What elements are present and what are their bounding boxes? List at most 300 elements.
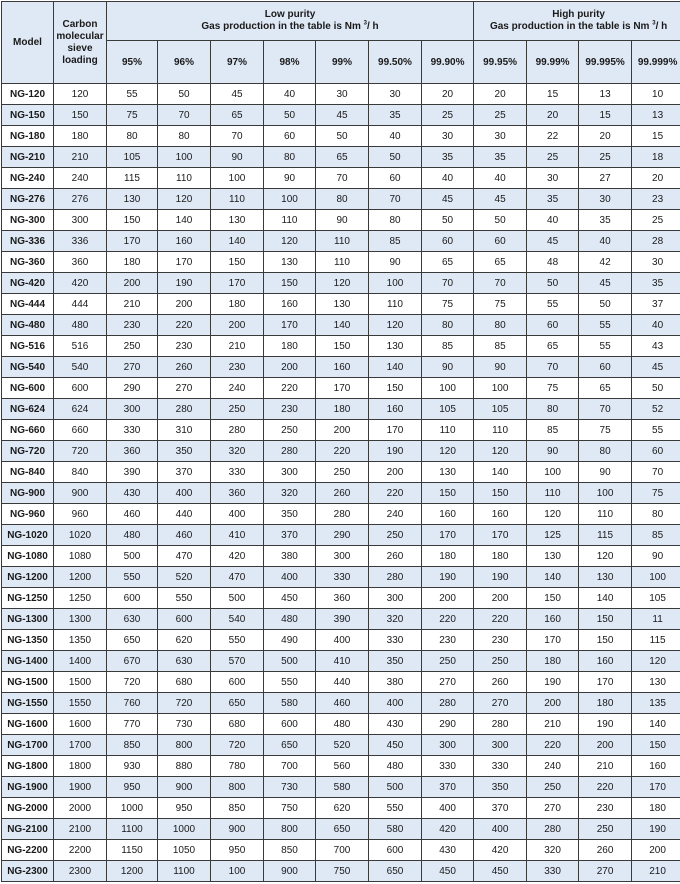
production-cell: 50 <box>579 294 632 315</box>
production-cell: 280 <box>369 567 422 588</box>
production-cell: 150 <box>264 273 316 294</box>
production-cell: 105 <box>632 588 680 609</box>
loading-cell: 1550 <box>54 693 107 714</box>
production-cell: 150 <box>369 378 422 399</box>
production-cell: 150 <box>211 252 264 273</box>
production-cell: 150 <box>474 483 527 504</box>
production-cell: 220 <box>579 777 632 798</box>
production-cell: 20 <box>422 84 474 105</box>
production-cell: 280 <box>422 693 474 714</box>
production-cell: 20 <box>632 168 680 189</box>
production-cell: 28 <box>632 231 680 252</box>
production-cell: 110 <box>211 189 264 210</box>
table-row <box>2 651 680 672</box>
production-cell: 180 <box>264 336 316 357</box>
production-cell: 850 <box>264 840 316 861</box>
production-cell: 30 <box>527 168 579 189</box>
loading-cell: 2200 <box>54 840 107 861</box>
production-cell: 500 <box>369 777 422 798</box>
production-cell: 75 <box>527 378 579 399</box>
production-cell: 180 <box>632 798 680 819</box>
production-cell: 180 <box>316 399 369 420</box>
production-cell: 70 <box>158 105 211 126</box>
production-cell: 70 <box>579 399 632 420</box>
production-cell: 330 <box>211 462 264 483</box>
production-cell: 300 <box>369 588 422 609</box>
production-cell: 400 <box>158 483 211 504</box>
production-cell: 850 <box>211 798 264 819</box>
production-cell: 1000 <box>158 819 211 840</box>
production-cell: 160 <box>579 651 632 672</box>
production-cell: 30 <box>474 126 527 147</box>
production-cell: 22 <box>527 126 579 147</box>
production-cell: 800 <box>211 777 264 798</box>
production-cell: 1100 <box>158 861 211 882</box>
production-cell: 160 <box>527 609 579 630</box>
model-cell: NG-840 <box>2 462 54 483</box>
production-cell: 190 <box>527 672 579 693</box>
production-cell: 320 <box>369 609 422 630</box>
table-row <box>2 315 680 336</box>
production-cell: 120 <box>474 441 527 462</box>
production-cell: 190 <box>474 567 527 588</box>
loading-cell: 1900 <box>54 777 107 798</box>
production-cell: 330 <box>316 567 369 588</box>
production-cell: 150 <box>107 210 158 231</box>
production-cell: 540 <box>211 609 264 630</box>
model-cell: NG-2200 <box>2 840 54 861</box>
production-cell: 600 <box>158 609 211 630</box>
model-cell: NG-420 <box>2 273 54 294</box>
table-row <box>2 399 680 420</box>
production-cell: 520 <box>158 567 211 588</box>
production-cell: 930 <box>107 756 158 777</box>
loading-cell: 276 <box>54 189 107 210</box>
production-cell: 900 <box>158 777 211 798</box>
production-cell: 400 <box>264 567 316 588</box>
production-cell: 35 <box>474 147 527 168</box>
production-cell: 220 <box>369 483 422 504</box>
production-cell: 170 <box>107 231 158 252</box>
production-cell: 170 <box>211 273 264 294</box>
production-cell: 210 <box>527 714 579 735</box>
production-cell: 210 <box>632 861 680 882</box>
production-cell: 720 <box>107 672 158 693</box>
production-cell: 115 <box>632 630 680 651</box>
production-cell: 230 <box>474 630 527 651</box>
production-cell: 670 <box>107 651 158 672</box>
production-cell: 900 <box>264 861 316 882</box>
purity-column-header: 99.90% <box>422 41 474 84</box>
production-cell: 40 <box>527 210 579 231</box>
production-cell: 230 <box>158 336 211 357</box>
production-cell: 260 <box>316 483 369 504</box>
loading-cell: 1350 <box>54 630 107 651</box>
production-cell: 100 <box>579 483 632 504</box>
production-cell: 80 <box>422 315 474 336</box>
production-cell: 450 <box>422 861 474 882</box>
loading-cell: 1080 <box>54 546 107 567</box>
production-cell: 200 <box>422 588 474 609</box>
production-cell: 110 <box>527 483 579 504</box>
production-cell: 30 <box>579 189 632 210</box>
production-cell: 190 <box>632 819 680 840</box>
loading-cell: 1300 <box>54 609 107 630</box>
production-cell: 200 <box>107 273 158 294</box>
table-row <box>2 105 680 126</box>
production-cell: 120 <box>527 504 579 525</box>
production-cell: 120 <box>632 651 680 672</box>
production-cell: 30 <box>422 126 474 147</box>
production-cell: 600 <box>369 840 422 861</box>
production-cell: 27 <box>579 168 632 189</box>
production-cell: 650 <box>211 693 264 714</box>
production-cell: 65 <box>474 252 527 273</box>
model-cell: NG-276 <box>2 189 54 210</box>
production-cell: 43 <box>632 336 680 357</box>
table-row <box>2 336 680 357</box>
production-cell: 110 <box>579 504 632 525</box>
production-cell: 130 <box>211 210 264 231</box>
production-cell: 280 <box>211 420 264 441</box>
production-cell: 260 <box>158 357 211 378</box>
production-cell: 25 <box>422 105 474 126</box>
production-cell: 650 <box>369 861 422 882</box>
loading-cell: 2300 <box>54 861 107 882</box>
production-cell: 260 <box>579 840 632 861</box>
production-cell: 1150 <box>107 840 158 861</box>
production-cell: 400 <box>369 693 422 714</box>
production-cell: 880 <box>158 756 211 777</box>
production-cell: 110 <box>158 168 211 189</box>
production-cell: 45 <box>211 84 264 105</box>
production-cell: 260 <box>474 672 527 693</box>
production-cell: 45 <box>474 189 527 210</box>
loading-cell: 420 <box>54 273 107 294</box>
production-cell: 750 <box>316 861 369 882</box>
loading-cell: 1500 <box>54 672 107 693</box>
table-container <box>1 1 679 883</box>
production-cell: 440 <box>158 504 211 525</box>
production-cell: 450 <box>474 861 527 882</box>
production-cell: 420 <box>422 819 474 840</box>
production-cell: 300 <box>264 462 316 483</box>
production-cell: 500 <box>264 651 316 672</box>
production-cell: 35 <box>632 273 680 294</box>
loading-cell: 2100 <box>54 819 107 840</box>
production-cell: 180 <box>527 651 579 672</box>
loading-cell: 336 <box>54 231 107 252</box>
model-cell: NG-660 <box>2 420 54 441</box>
production-cell: 360 <box>211 483 264 504</box>
production-cell: 45 <box>579 273 632 294</box>
production-cell: 1200 <box>107 861 158 882</box>
table-row <box>2 441 680 462</box>
table-row <box>2 546 680 567</box>
production-cell: 70 <box>369 189 422 210</box>
model-cell: NG-1550 <box>2 693 54 714</box>
production-cell: 45 <box>316 105 369 126</box>
table-row <box>2 483 680 504</box>
model-cell: NG-900 <box>2 483 54 504</box>
production-cell: 45 <box>632 357 680 378</box>
production-cell: 180 <box>211 294 264 315</box>
production-cell: 50 <box>158 84 211 105</box>
production-cell: 450 <box>369 735 422 756</box>
production-cell: 650 <box>107 630 158 651</box>
production-cell: 160 <box>316 357 369 378</box>
high-purity-note: Gas production in the table is Nm $^3$/ h <box>489 20 668 32</box>
production-cell: 105 <box>474 399 527 420</box>
production-cell: 700 <box>316 840 369 861</box>
production-cell: 280 <box>474 714 527 735</box>
production-cell: 30 <box>369 84 422 105</box>
loading-cell: 1800 <box>54 756 107 777</box>
production-cell: 300 <box>474 735 527 756</box>
loading-cell: 900 <box>54 483 107 504</box>
production-cell: 60 <box>579 357 632 378</box>
production-cell: 550 <box>369 798 422 819</box>
production-cell: 100 <box>632 567 680 588</box>
low-purity-group-header <box>107 2 474 41</box>
production-cell: 75 <box>632 483 680 504</box>
production-cell: 550 <box>158 588 211 609</box>
purity-column-header: 96% <box>158 41 211 84</box>
production-cell: 130 <box>422 462 474 483</box>
loading-cell: 300 <box>54 210 107 231</box>
production-cell: 950 <box>158 798 211 819</box>
production-cell: 600 <box>211 672 264 693</box>
production-cell: 250 <box>264 420 316 441</box>
production-cell: 70 <box>632 462 680 483</box>
production-cell: 270 <box>579 861 632 882</box>
header-row-top <box>2 2 680 41</box>
production-cell: 70 <box>527 357 579 378</box>
purity-column-header: 99.999% <box>632 41 680 84</box>
production-cell: 65 <box>422 252 474 273</box>
production-cell: 270 <box>422 672 474 693</box>
production-cell: 90 <box>316 210 369 231</box>
production-cell: 50 <box>527 273 579 294</box>
production-cell: 90 <box>264 168 316 189</box>
production-cell: 80 <box>107 126 158 147</box>
table-row <box>2 462 680 483</box>
production-cell: 60 <box>527 315 579 336</box>
production-cell: 800 <box>264 819 316 840</box>
table-row <box>2 252 680 273</box>
production-cell: 250 <box>474 651 527 672</box>
production-cell: 110 <box>316 231 369 252</box>
loading-cell: 480 <box>54 315 107 336</box>
loading-cell: 540 <box>54 357 107 378</box>
production-cell: 85 <box>474 336 527 357</box>
production-cell: 15 <box>527 84 579 105</box>
production-cell: 280 <box>527 819 579 840</box>
production-cell: 60 <box>369 168 422 189</box>
production-cell: 230 <box>422 630 474 651</box>
loading-cell: 960 <box>54 504 107 525</box>
production-cell: 200 <box>579 735 632 756</box>
production-cell: 620 <box>158 630 211 651</box>
production-cell: 180 <box>579 693 632 714</box>
production-cell: 330 <box>474 756 527 777</box>
model-cell: NG-300 <box>2 210 54 231</box>
production-cell: 140 <box>474 462 527 483</box>
production-cell: 460 <box>107 504 158 525</box>
purity-column-header: 99% <box>316 41 369 84</box>
production-cell: 370 <box>474 798 527 819</box>
production-cell: 200 <box>369 462 422 483</box>
model-cell: NG-120 <box>2 84 54 105</box>
production-cell: 430 <box>369 714 422 735</box>
model-cell: NG-1200 <box>2 567 54 588</box>
production-cell: 370 <box>422 777 474 798</box>
production-cell: 330 <box>107 420 158 441</box>
production-cell: 440 <box>316 672 369 693</box>
loading-cell: 600 <box>54 378 107 399</box>
production-cell: 130 <box>107 189 158 210</box>
production-cell: 50 <box>264 105 316 126</box>
production-cell: 380 <box>264 546 316 567</box>
production-cell: 200 <box>211 315 264 336</box>
production-cell: 40 <box>422 168 474 189</box>
production-cell: 400 <box>211 504 264 525</box>
production-cell: 40 <box>264 84 316 105</box>
production-cell: 40 <box>632 315 680 336</box>
table-row <box>2 84 680 105</box>
production-cell: 150 <box>632 735 680 756</box>
production-cell: 470 <box>158 546 211 567</box>
production-cell: 70 <box>474 273 527 294</box>
table-row <box>2 819 680 840</box>
model-cell: NG-1800 <box>2 756 54 777</box>
purity-column-header: 95% <box>107 41 158 84</box>
production-cell: 50 <box>369 147 422 168</box>
production-cell: 490 <box>264 630 316 651</box>
production-cell: 400 <box>316 630 369 651</box>
table-row <box>2 861 680 882</box>
production-cell: 460 <box>158 525 211 546</box>
production-cell: 200 <box>158 294 211 315</box>
production-cell: 230 <box>107 315 158 336</box>
production-cell: 150 <box>316 336 369 357</box>
production-cell: 180 <box>422 546 474 567</box>
production-cell: 13 <box>632 105 680 126</box>
production-cell: 140 <box>211 231 264 252</box>
table-row <box>2 735 680 756</box>
table-row <box>2 672 680 693</box>
production-cell: 430 <box>422 840 474 861</box>
table-row <box>2 273 680 294</box>
production-cell: 60 <box>422 231 474 252</box>
production-cell: 90 <box>211 147 264 168</box>
production-cell: 520 <box>316 735 369 756</box>
production-cell: 240 <box>369 504 422 525</box>
model-cell: NG-624 <box>2 399 54 420</box>
production-cell: 50 <box>422 210 474 231</box>
production-cell: 100 <box>211 168 264 189</box>
high-purity-group-header <box>474 2 680 41</box>
production-cell: 290 <box>422 714 474 735</box>
production-cell: 90 <box>527 441 579 462</box>
production-cell: 160 <box>632 756 680 777</box>
production-cell: 140 <box>632 714 680 735</box>
production-cell: 150 <box>527 588 579 609</box>
production-cell: 210 <box>579 756 632 777</box>
table-row <box>2 525 680 546</box>
production-cell: 105 <box>422 399 474 420</box>
table-row <box>2 294 680 315</box>
production-cell: 120 <box>422 441 474 462</box>
production-cell: 110 <box>422 420 474 441</box>
loading-cell: 1600 <box>54 714 107 735</box>
production-cell: 150 <box>579 630 632 651</box>
model-cell: NG-1500 <box>2 672 54 693</box>
model-cell: NG-1020 <box>2 525 54 546</box>
production-cell: 680 <box>158 672 211 693</box>
table-row <box>2 189 680 210</box>
production-cell: 130 <box>527 546 579 567</box>
production-cell: 75 <box>579 420 632 441</box>
production-cell: 115 <box>107 168 158 189</box>
model-column-header: Model <box>2 2 54 84</box>
production-cell: 140 <box>579 588 632 609</box>
table-row <box>2 147 680 168</box>
production-cell: 48 <box>527 252 579 273</box>
production-cell: 330 <box>422 756 474 777</box>
production-cell: 480 <box>369 756 422 777</box>
production-cell: 70 <box>211 126 264 147</box>
production-cell: 30 <box>316 84 369 105</box>
production-cell: 130 <box>579 567 632 588</box>
production-cell: 680 <box>211 714 264 735</box>
production-cell: 220 <box>527 735 579 756</box>
production-cell: 330 <box>527 861 579 882</box>
production-cell: 140 <box>369 357 422 378</box>
production-cell: 650 <box>264 735 316 756</box>
production-cell: 210 <box>107 294 158 315</box>
production-cell: 80 <box>158 126 211 147</box>
production-cell: 80 <box>579 441 632 462</box>
production-cell: 130 <box>264 252 316 273</box>
table-row <box>2 126 680 147</box>
production-cell: 15 <box>632 126 680 147</box>
production-cell: 80 <box>632 504 680 525</box>
model-cell: NG-150 <box>2 105 54 126</box>
production-cell: 560 <box>316 756 369 777</box>
production-cell: 37 <box>632 294 680 315</box>
production-cell: 65 <box>211 105 264 126</box>
production-cell: 70 <box>316 168 369 189</box>
production-cell: 170 <box>579 672 632 693</box>
production-cell: 170 <box>527 630 579 651</box>
production-cell: 25 <box>579 147 632 168</box>
production-cell: 130 <box>632 672 680 693</box>
production-cell: 160 <box>158 231 211 252</box>
production-cell: 25 <box>474 105 527 126</box>
production-cell: 210 <box>211 336 264 357</box>
production-cell: 100 <box>527 462 579 483</box>
production-cell: 35 <box>527 189 579 210</box>
model-cell: NG-720 <box>2 441 54 462</box>
production-cell: 120 <box>158 189 211 210</box>
production-cell: 420 <box>211 546 264 567</box>
production-cell: 80 <box>474 315 527 336</box>
production-cell: 150 <box>579 609 632 630</box>
table-row <box>2 420 680 441</box>
production-cell: 35 <box>369 105 422 126</box>
production-cell: 170 <box>632 777 680 798</box>
